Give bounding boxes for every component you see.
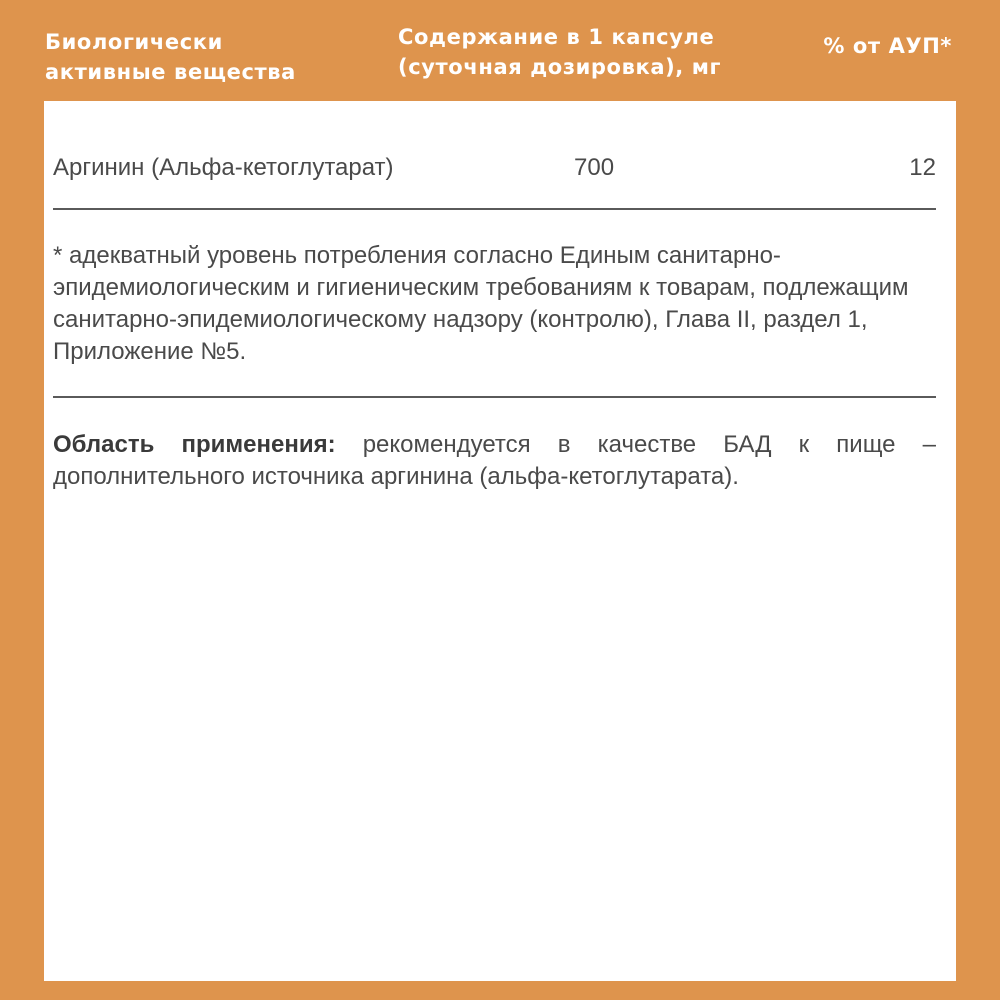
divider: [53, 208, 936, 210]
substance-percent: 12: [909, 154, 936, 181]
header-active-substances: Биологически активные вещества: [45, 30, 296, 84]
divider: [53, 396, 936, 398]
header-percent-adequate-intake: % от АУП*: [823, 34, 952, 58]
usage-paragraph: [53, 429, 936, 493]
usage-label: Область применения:: [53, 431, 336, 458]
substance-amount: 700: [574, 154, 615, 181]
footnote: * адекватный уровень потребления согласно Единым санитарно-эпидемиологическим и гигиеническим требованиям к товарам, подлежащим санитарно-эпидемиологическому надзору (контролю), Глава II, раздел 1, Приложение №5.: [53, 242, 909, 365]
usage-text: рекомендуется в качестве БАД к пище – дополнительного источника аргинина (альфа-кетоглутарата).: [53, 431, 936, 490]
composition-card: [44, 101, 956, 981]
header-content-per-capsule: Содержание в 1 капсуле (суточная дозировка), мг: [398, 25, 722, 79]
table-row: [53, 151, 936, 185]
substance-name: Аргинин (Альфа-кетоглутарат): [53, 154, 394, 181]
